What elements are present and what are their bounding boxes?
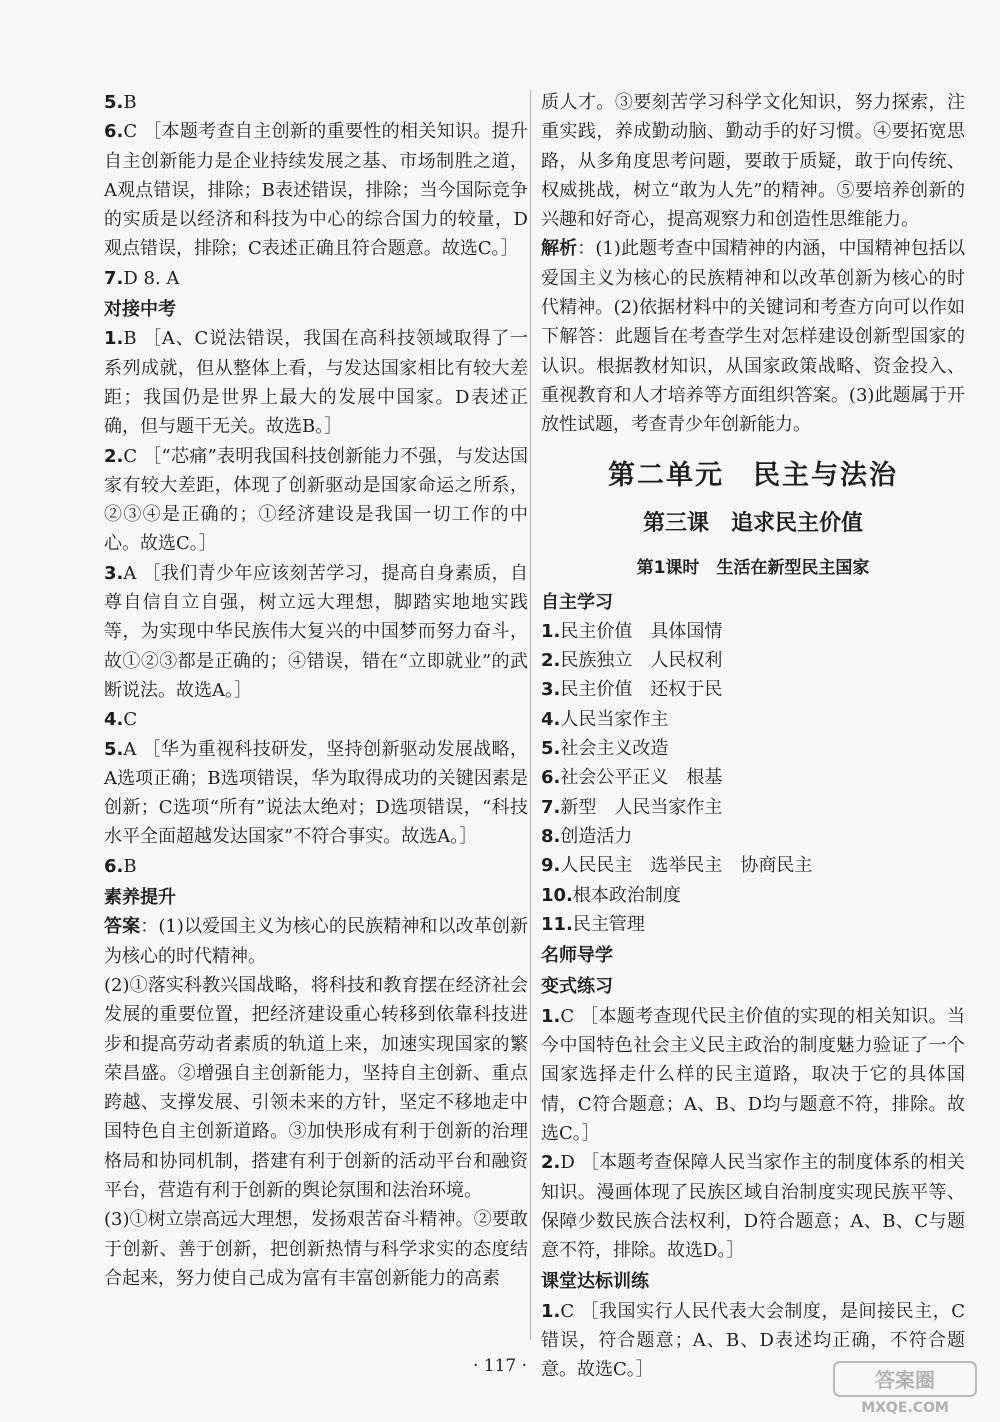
- list-item: [104, 264, 528, 293]
- item-text: D 8. A: [123, 267, 180, 289]
- list-item: [104, 852, 528, 881]
- item-number: 5.: [104, 738, 124, 760]
- item-number: 2.: [104, 445, 124, 467]
- item-text: 民主价值 还权于民: [560, 679, 723, 701]
- list-item: [541, 675, 965, 704]
- item-text: 人民民主 选举民主 协商民主: [560, 855, 813, 877]
- item-text: 民主管理: [572, 913, 645, 935]
- item-number: 7.: [104, 267, 124, 289]
- item-text: C ［本题考查自主创新的重要性的相关知识。提升自主创新能力是企业持续发展之基、市场制胜之道，A观点错误，排除；B表述错误，排除；当今国际竞争的实质是以经济和科技为中心的综合国力的较量，D观点错误，排除；C表述正确且符合题意。故选C。］: [104, 121, 528, 260]
- item-number: 8.: [541, 825, 561, 847]
- item-number: 1.: [541, 1300, 561, 1322]
- section-heading-zhongkao: 对接中考: [104, 299, 176, 321]
- list-item: [104, 88, 528, 117]
- analysis-label: 解析: [541, 238, 578, 260]
- item-number: 1.: [541, 1005, 561, 1027]
- item-number: 4.: [541, 708, 561, 730]
- answer-label: 答案: [104, 916, 141, 938]
- item-number: 6.: [541, 767, 561, 789]
- list-item: [541, 617, 965, 646]
- list-item: [541, 1002, 965, 1148]
- right-column: [541, 88, 965, 1385]
- list-item: [541, 793, 965, 822]
- item-number: 2.: [541, 650, 561, 672]
- item-number: 6.: [104, 121, 124, 143]
- item-text: B: [123, 855, 137, 877]
- item-number: 11.: [541, 913, 573, 935]
- list-item: [541, 881, 965, 910]
- list-item: [541, 851, 965, 880]
- item-text: 民族独立 人民权利: [560, 650, 723, 672]
- unit-title: 第二单元 民主与法治: [608, 459, 898, 491]
- item-text: C: [123, 709, 138, 731]
- list-item: [541, 734, 965, 763]
- item-text: D ［本题考查保障人民当家作主的制度体系的相关知识。漫画体现了民族区域自治制度实现民族平等、保障少数民族合法权利，D符合题意；A、B、C与题意不符，排除。故选D。］: [541, 1152, 965, 1262]
- item-number: 4.: [104, 709, 124, 731]
- item-text: C ［我国实行人民代表大会制度，是间接民主，C错误，符合题意；A、B、D表述均正确，不符合题意。故选C。］: [541, 1300, 965, 1381]
- item-text: 人民当家作主: [560, 708, 669, 730]
- svg-text:MXQE.COM: MXQE.COM: [861, 1400, 949, 1416]
- list-item: [541, 1148, 965, 1265]
- period-title: 第1课时 生活在新型民主国家: [636, 557, 870, 578]
- list-item: [541, 910, 965, 939]
- answer-continued: 质人才。③要刻苦学习科学文化知识，努力探索，注重实践，养成勤动脑、勤动手的好习惯。④要拓宽思路，从多角度思考问题，要敢于质疑，敢于向传统、权威挑战，树立“敢为人先”的精神。⑤要培养创新的兴趣和好奇心，提高观察力和创造性思维能力。: [541, 92, 965, 231]
- list-item: [104, 324, 528, 441]
- item-text: 创造活力: [560, 825, 633, 847]
- section-heading-suyang: 素养提升: [104, 887, 176, 909]
- item-text: B ［A、C说法错误，我国在高科技领域取得了一系列成就，但从整体上看，与发达国家相比有较大差距；我国仍是世界上最大的发展中国家。D表述正确，但与题干无关。故选B。］: [104, 328, 528, 438]
- list-item: [541, 646, 965, 675]
- item-text: B: [123, 92, 137, 113]
- item-text: 新型 人民当家作主: [560, 796, 723, 818]
- list-item: [104, 735, 528, 852]
- item-number: 3.: [104, 562, 124, 584]
- item-number: 7.: [541, 796, 561, 818]
- item-text: C ［本题考查现代民主价值的实现的相关知识。当今中国特色社会主义民主政治的制度魅力验证了一个国家选择走什么样的民主道路，取决于它的具体国情，C符合题意；A、B、D均与题意不符，排除。故选C。］: [541, 1005, 965, 1144]
- item-number: 10.: [541, 884, 573, 906]
- section-heading-bianshi: 变式练习: [541, 976, 613, 998]
- answer-list-zhongkao: [104, 324, 528, 881]
- analysis-paragraph: [541, 234, 965, 439]
- list-item: [541, 705, 965, 734]
- item-text: 社会主义改造: [560, 738, 669, 760]
- item-text: 根本政治制度: [572, 884, 681, 906]
- answer-list-top: [104, 88, 528, 293]
- answer-list-zizhu: [541, 617, 965, 939]
- column-divider: [530, 90, 531, 1340]
- item-text: A ［我们青少年应该刻苦学习，提高自身素质，自尊自信自立自强，树立远大理想，脚踏实地地实践等，为实现中华民族伟大复兴的中国梦而努力奋斗，故①②③都是正确的；④错误，错在“立即就业”的武断说法。故选A。］: [104, 562, 528, 701]
- answer-paragraph-1: [104, 912, 528, 971]
- section-heading-zizhu: 自主学习: [541, 591, 613, 613]
- answer-text-1: ：(1)以爱国主义为核心的民族精神和以改革创新为核心的时代精神。: [104, 916, 529, 967]
- item-number: 9.: [541, 855, 561, 877]
- section-heading-ketang: 课堂达标训练: [541, 1271, 649, 1293]
- item-text: C ［“芯痛”表明我国科技创新能力不强，与发达国家有较大差距，体现了创新驱动是国家命运之所系，②③④是正确的；①经济建设是我国一切工作的中心。故选C。］: [104, 445, 528, 555]
- list-item: [104, 442, 528, 559]
- section-heading-mingshi: 名师导学: [541, 945, 613, 967]
- left-column: [104, 88, 528, 1293]
- answer-list-bianshi: [541, 1002, 965, 1266]
- analysis-text: ：(1)此题考查中国精神的内涵，中国精神包括以爱国主义为核心的民族精神和以改革创新为核心的时代精神。(2)依据材料中的关键词和考查方向可以作如下解答：此题旨在考查学生对怎样建设创新型国家的认识。根据教材知识，从国家政策战略、资金投入、重视教育和人才培养等方面组织答案。(3)此题属于开放性试题，考查青少年创新能力。: [541, 238, 966, 436]
- item-text: A ［华为重视科技研发，坚持创新驱动发展战略，A选项正确；B选项错误，华为取得成功的关键因素是创新；C选项“所有”说法太绝对；D选项错误，“科技水平全面超越发达国家”不符合事实。故选A。］: [104, 738, 528, 848]
- answer-paragraph-3: (3)①树立崇高远大理想，发扬艰苦奋斗精神。②要敢于创新、善于创新，把创新热情与科学求实的态度结合起来，努力使自己成为富有丰富创新能力的高素: [104, 1209, 528, 1289]
- watermark-logo: [830, 1360, 980, 1418]
- item-text: 社会公平正义 根基: [560, 767, 723, 789]
- item-number: 3.: [541, 679, 561, 701]
- page-number: · 117 ·: [472, 1356, 528, 1376]
- list-item: [541, 822, 965, 851]
- item-number: 1.: [104, 328, 124, 350]
- lesson-title: 第三课 追求民主价值: [642, 510, 863, 536]
- item-number: 6.: [104, 855, 124, 877]
- item-number: 1.: [541, 620, 561, 642]
- item-number: 2.: [541, 1152, 561, 1174]
- list-item: [104, 705, 528, 734]
- list-item: [104, 559, 528, 705]
- answer-paragraph-2: (2)①落实科教兴国战略，将科技和教育摆在经济社会发展的重要位置，把经济建设重心转移到依靠科技进步和提高劳动者素质的轨道上来，加速实现国家的繁荣昌盛。②增强自主创新能力，坚持自主创新、重点跨越、支撑发展、引领未来的方针，坚定不移地走中国特色自主创新道路。③加快形成有利于创新的治理格局和协同机制，搭建有利于创新的活动平台和融资平台，营造有利于创新的舆论氛围和法治环境。: [104, 974, 528, 1201]
- svg-text:答案圈: 答案圈: [875, 1368, 935, 1392]
- list-item: [541, 763, 965, 792]
- item-number: 5.: [541, 738, 561, 760]
- item-text: 民主价值 具体国情: [560, 620, 723, 642]
- list-item: [104, 117, 528, 263]
- item-number: 5.: [104, 92, 124, 113]
